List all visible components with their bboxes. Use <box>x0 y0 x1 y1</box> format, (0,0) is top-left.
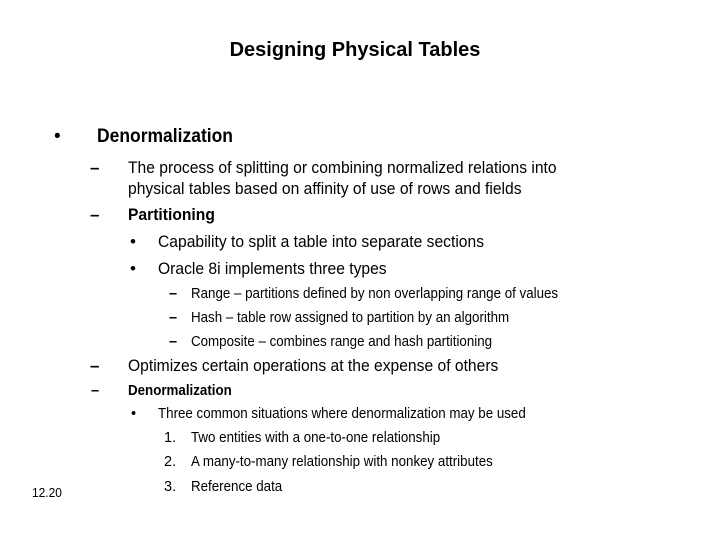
heading-denormalization: Denormalization <box>97 126 233 147</box>
dash-icon: – <box>90 205 100 224</box>
denormalization-subheading: Denormalization <box>128 383 232 399</box>
dash-icon: – <box>169 310 178 326</box>
situation-item: Two entities with a one-to-one relationship <box>191 430 441 446</box>
situation-item: Reference data <box>191 479 283 495</box>
bullet-icon: • <box>54 126 61 147</box>
list-number: 1. <box>164 430 177 446</box>
bullet-icon: • <box>131 406 137 422</box>
partition-type: Composite – combines range and hash partitioning <box>191 334 493 350</box>
dash-icon: – <box>90 158 100 177</box>
denormalization-point: Three common situations where denormalization may be used <box>158 406 526 422</box>
partition-type: Range – partitions defined by non overlapping range of values <box>191 286 559 302</box>
partitioning-point: Capability to split a table into separate sections <box>158 232 485 251</box>
dash-icon: – <box>91 383 100 399</box>
bullet-icon: • <box>130 232 136 251</box>
list-number: 3. <box>164 479 177 495</box>
dash-icon: – <box>169 286 178 302</box>
bullet-icon: • <box>130 259 136 278</box>
process-line-1: The process of splitting or combining normalized relations into <box>128 158 557 177</box>
slide-number: 12.20 <box>32 485 62 500</box>
list-number: 2. <box>164 454 177 470</box>
partitioning-heading: Partitioning <box>128 205 215 224</box>
optimizes-text: Optimizes certain operations at the expense of others <box>128 356 499 375</box>
partition-type: Hash – table row assigned to partition by an algorithm <box>191 310 510 326</box>
slide-title: Designing Physical Tables <box>229 39 481 61</box>
dash-icon: – <box>169 334 178 350</box>
process-line-2: physical tables based on affinity of use of rows and fields <box>128 179 522 198</box>
dash-icon: – <box>90 356 100 375</box>
situation-item: A many-to-many relationship with nonkey attributes <box>191 454 493 470</box>
partitioning-point: Oracle 8i implements three types <box>158 259 387 278</box>
